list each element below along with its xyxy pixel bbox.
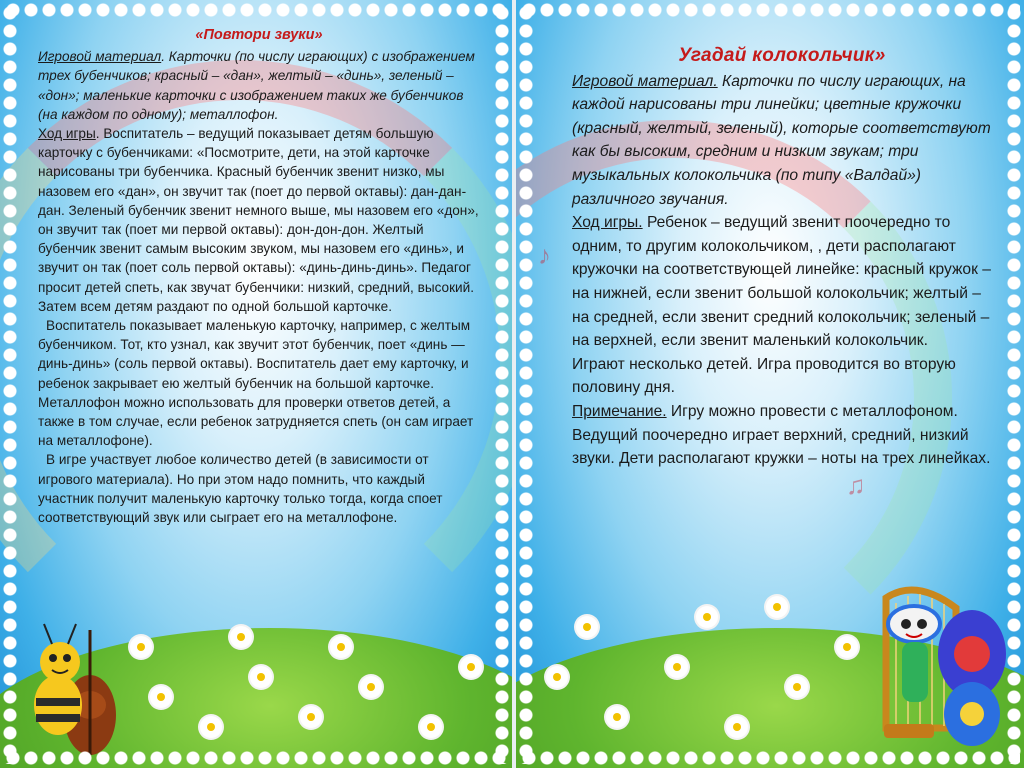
scallop-border-left <box>518 4 534 764</box>
scallop-border-right <box>1006 4 1022 764</box>
music-note-icon: ♫ <box>846 470 866 500</box>
left-course-text: . Воспитатель – ведущий показывает детям большую карточку с бубенчиками: «Посмотрите, дети, на этой карточке нарисованы три бубенчика. Красный бубенчик звенит низко, мы назовем его «дан», он звучит так (поет до первой октавы): дан-дан-дан. Зеленый бубенчик звенит немного выше, мы назовем его «дон», он звучит так (поет ми первой октавы): дон-дон-дон. Желтый бубенчик звенит самым высоким звуком, мы назовем его «динь», и звучит он так (поет соль первой октавы): «динь-динь-динь». Педагог просит детей спеть, как звучат бубенчики: низкий, средний, высокий. Затем всем детям раздают по одной большой карточке. <box>38 126 479 314</box>
scallop-border-left <box>2 4 18 764</box>
daisy-icon <box>460 656 482 678</box>
right-course-paragraph <box>572 211 992 353</box>
left-text-block <box>38 26 480 527</box>
left-title: «Повтори звуки» <box>195 27 323 43</box>
right-material-paragraph <box>572 70 992 212</box>
right-course-label: Ход игры. <box>572 214 643 232</box>
right-page <box>516 0 1024 768</box>
left-course-paragraph <box>38 124 480 316</box>
scallop-border-bottom <box>4 750 508 766</box>
right-material-label: Игровой материал. <box>572 72 718 90</box>
daisy-icon <box>766 596 788 618</box>
daisy-icon <box>666 656 688 678</box>
daisy-icon <box>230 626 252 648</box>
daisy-icon <box>150 686 172 708</box>
left-course-label: Ход игры <box>38 126 96 142</box>
scallop-border-top <box>4 2 508 18</box>
daisy-icon <box>250 666 272 688</box>
right-title: Угадай колокольчик» <box>678 45 886 66</box>
daisy-icon <box>696 606 718 628</box>
daisy-icon <box>726 716 748 738</box>
left-paragraph-2: Воспитатель показывает маленькую карточку, например, с желтым бубенчиком. Тот, кто узнал, как звучит этот бубенчик, поет «динь — динь-динь» (соль первой октавы). Воспитатель дает ему карточку, и ребенок закрывает ею желтый бубенчик на большой карточке. <box>38 318 471 391</box>
left-material-paragraph <box>38 47 480 124</box>
scallop-border-right <box>494 4 510 764</box>
left-material-text: . Карточки (по числу играющих) с изображением трех бубенчиков; красный – «дан», желтый – «динь», зеленый – «дон»; маленькие карточки с изображением таких же бубенчиков (на каждом по одному); металлофон. <box>38 49 475 122</box>
right-note-text: Игру можно провести с металлофоном. Ведущий поочередно играет верхний, средний, низкий звуки. Дети располагают кружки – ноты на трех линейках. <box>572 402 991 468</box>
right-material-text: Карточки по числу играющих, на каждой нарисованы три линейки; цветные кружочки (красный, желтый, зеленый), которые соответствуют как бы высоким, средним и низким звукам; три музыкальных колокольчика (по типу «Валдай») различного звучания. <box>572 72 991 208</box>
left-paragraph-3: Металлофон можно использовать для проверки ответов детей, а также в том случае, если ребенок затрудняется спеть (он сам играет на металлофоне). <box>38 394 474 449</box>
right-course-text: Ребенок – ведущий звенит поочередно то одним, то другим колокольчиком, , дети располагают кружочки на соответствующей линейке: красный кружок – на нижней, если звенит большой колокольчик; желтый – на средней, если звенит средний колокольчик; зеленый – на верхней, если звенит маленький колокольчик. <box>572 214 991 350</box>
daisy-icon <box>360 676 382 698</box>
daisy-icon <box>576 616 598 638</box>
music-note-icon: ♪ <box>538 240 551 270</box>
daisy-icon <box>130 636 152 658</box>
bee-with-cello-icon <box>20 610 130 760</box>
daisy-icon <box>300 706 322 728</box>
daisy-icon <box>420 716 442 738</box>
daisy-icon <box>330 636 352 658</box>
right-note-paragraph <box>572 400 992 471</box>
butterfly-with-harp-icon <box>854 584 1014 754</box>
right-text-block <box>572 44 992 471</box>
right-paragraph-2: Играют несколько детей. Игра проводится во вторую половину дня. <box>572 355 956 397</box>
daisy-icon <box>786 676 808 698</box>
left-paragraph-4: В игре участвует любое количество детей (в зависимости от игрового материала). Но при этом надо помнить, что каждый участник получит маленькую карточку только тогда, когда споет соответствующий звук или сыграет его на металлофоне. <box>38 452 443 526</box>
daisy-icon <box>606 706 628 728</box>
daisy-icon <box>200 716 222 738</box>
scallop-border-bottom <box>520 750 1020 766</box>
scallop-border-top <box>520 2 1020 18</box>
right-note-label: Примечание. <box>572 402 667 420</box>
daisy-icon <box>546 666 568 688</box>
left-material-label: Игровой материал <box>38 49 162 65</box>
